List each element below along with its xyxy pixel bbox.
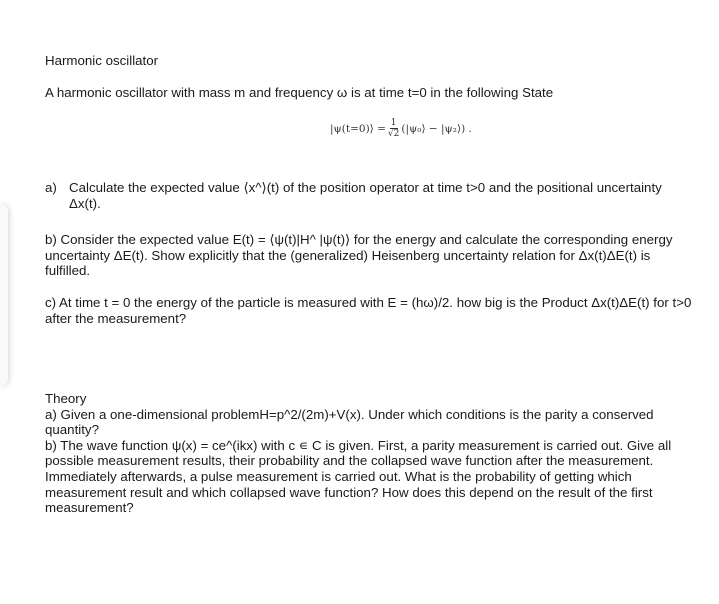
fraction-numerator: 1	[390, 118, 397, 128]
state-equation	[330, 118, 472, 139]
intro-text: A harmonic oscillator with mass m and frequency ω is at time t=0 in the following State	[45, 85, 554, 100]
equation-fraction	[388, 118, 399, 139]
theory-section	[45, 391, 693, 516]
theory-heading: Theory	[45, 391, 87, 406]
question-a-label: a)	[45, 180, 57, 195]
question-c	[45, 295, 693, 326]
theory-a-text: a) Given a one-dimensional problemH=p^2/(2m)+V(x). Under which conditions is the parity a conserved quantity?	[45, 406, 654, 438]
fraction-denominator: √2	[387, 129, 400, 139]
question-c-text: c) At time t = 0 the energy of the particle is measured with E = (hω)/2. how big is the Product Δx(t)ΔE(t) for t>0 after the measurement?	[45, 295, 692, 326]
document-title: Harmonic oscillator	[45, 53, 159, 68]
question-a-text: Calculate the expected value ⟨x^⟩(t) of the position operator at time t>0 and the positional uncertainty Δx(t).	[69, 180, 662, 211]
question-b-text: b) Consider the expected value E(t) = ⟨ψ(t)|H^ |ψ(t)⟩ for the energy and calculate the corresponding energy uncertainty ΔE(t). Show explicitly that the (generalized) Heisenberg uncertainty relation for Δx(t)ΔE(t) is fulfilled.	[45, 232, 673, 279]
theory-b-text: b) The wave function ψ(x) = ce^(ikx) with c ∊ C is given. First, a parity measurement is carried out. Give all possible measurement results, their probability and the collapsed wave function after the measurement. Immediately afterwards, a pulse measurement is carried out. What is the probability of getting which measurement result and which collapsed wave function? How does this depend on the result of the first measurement?	[45, 437, 672, 516]
question-b	[45, 232, 693, 279]
equation-rhs: (|ψ₀⟩ − |ψ₂⟩) .	[401, 122, 472, 135]
left-edge-shadow	[0, 205, 8, 385]
equation-lhs: |ψ(t=0)⟩ =	[330, 122, 386, 135]
question-a	[45, 180, 693, 211]
